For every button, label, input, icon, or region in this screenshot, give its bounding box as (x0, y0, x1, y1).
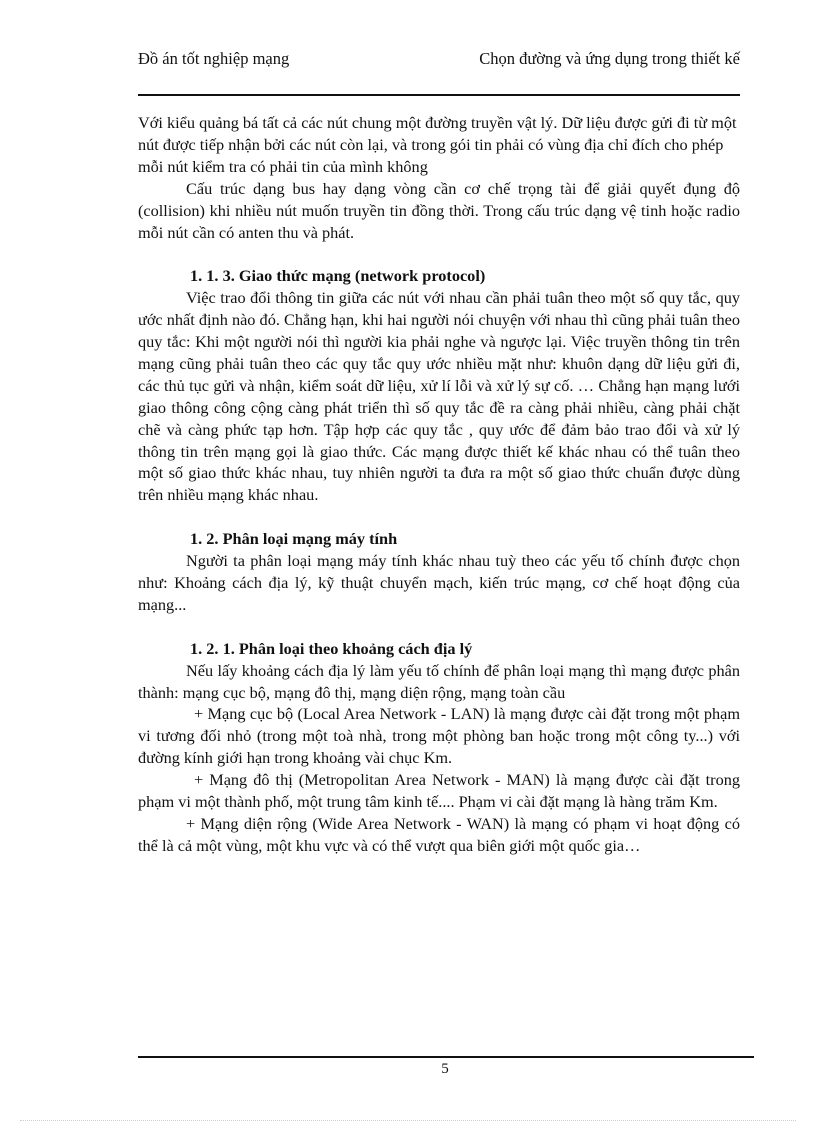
paragraph-protocol: Việc trao đổi thông tin giữa các nút với nhau cần phải tuân theo một số quy tắc, quy ước nhất định nào đó. Chẳng hạn, khi hai người nói chuyện với nhau thì cũng phải tuân theo quy tắc: Khi một người nói thì người kia phải nghe và ngược lại. Việc truyền thông tin trên mạng cũng phải tuân theo các quy tắc quy ước nhiều mặt như: khuôn dạng dữ liệu gửi đi, các thủ tục gửi và nhận, kiểm soát dữ liệu, xử lí lỗi và xử lý sự cố. … Chẳng hạn mạng lưới giao thông công cộng càng phát triển thì số quy tắc đề ra càng phải nhiều, càng phải chặt chẽ và càng phức tạp hơn. Tập hợp các quy tắc , quy ước để đảm bảo trao đổi và xử lý thông tin trên mạng gọi là giao thức. Các mạng được thiết kế khác nhau có thể tuân theo một số giao thức khác nhau, tuy nhiên người ta đưa ra một số giao thức chuẩn được dùng trên nhiều mạng khác nhau. (138, 288, 740, 505)
footer-divider (138, 1056, 754, 1058)
paragraph-man: + Mạng đô thị (Metropolitan Area Network - MAN) là mạng được cài đặt trong phạm vi một thành phố, một trung tâm kinh tế.... Phạm vi cài đặt mạng là hàng trăm Km. (138, 770, 740, 812)
page-header (138, 48, 740, 92)
header-left-title: Đồ án tốt nghiệp mạng (138, 49, 290, 68)
paragraph-classification: Người ta phân loại mạng máy tính khác nhau tuỳ theo các yếu tố chính được chọn như: Khoảng cách địa lý, kỹ thuật chuyển mạch, kiến trúc mạng, cơ chế hoạt động của mạng... (138, 551, 740, 614)
heading-geographic-distance: 1. 2. 1. Phân loại theo khoảng cách địa lý (190, 638, 473, 658)
paragraph-lan: + Mạng cục bộ (Local Area Network - LAN) là mạng được cài đặt trong một phạm vi tương đối nhỏ (trong một toà nhà, trong một phòng ban hoặc trong một công ty...) với đường kính giới hạn trong khoảng vài chục Km. (138, 704, 740, 768)
document-page (138, 48, 740, 855)
paragraph-wan: + Mạng diện rộng (Wide Area Network - WAN) là mạng có phạm vi hoạt động có thể là cả một vùng, một khu vực và có thể vượt qua biên giới một quốc gia… (138, 813, 740, 855)
header-right-title: Chọn đường và ứng dụng trong thiết kế (479, 49, 740, 68)
spacer (138, 243, 740, 265)
paragraph-broadcast: Với kiểu quảng bá tất cả các nút chung một đường truyền vật lý. Dữ liệu được gửi đi từ một nút được tiếp nhận bởi các nút còn lại, và trong gói tin phải có vùng địa chỉ đích cho phép mỗi nút kiểm tra có phải tin của mình không (138, 113, 737, 176)
heading-network-classification: 1. 2. Phân loại mạng máy tính (190, 529, 398, 549)
page-number: 5 (441, 1061, 449, 1077)
header-divider (138, 94, 740, 96)
page-bottom-border (20, 1120, 796, 1121)
document-body (138, 112, 740, 857)
spacer (138, 616, 740, 638)
paragraph-bus-ring: Cấu trúc dạng bus hay dạng vòng cần cơ chế trọng tài để giải quyết đụng độ (collision) khi nhiều nút muốn truyền tin đồng thời. Trong cấu trúc dạng vệ tinh hoặc radio mỗi nút cần có anten thu và phát. (138, 178, 740, 242)
heading-network-protocol: 1. 1. 3. Giao thức mạng (network protocol) (190, 266, 486, 286)
paragraph-geographic: Nếu lấy khoảng cách địa lý làm yếu tố chính để phân loại mạng thì mạng được phân thành: mạng cục bộ, mạng đô thị, mạng diện rộng, mạng toàn cầu (138, 660, 740, 702)
spacer (138, 506, 740, 528)
